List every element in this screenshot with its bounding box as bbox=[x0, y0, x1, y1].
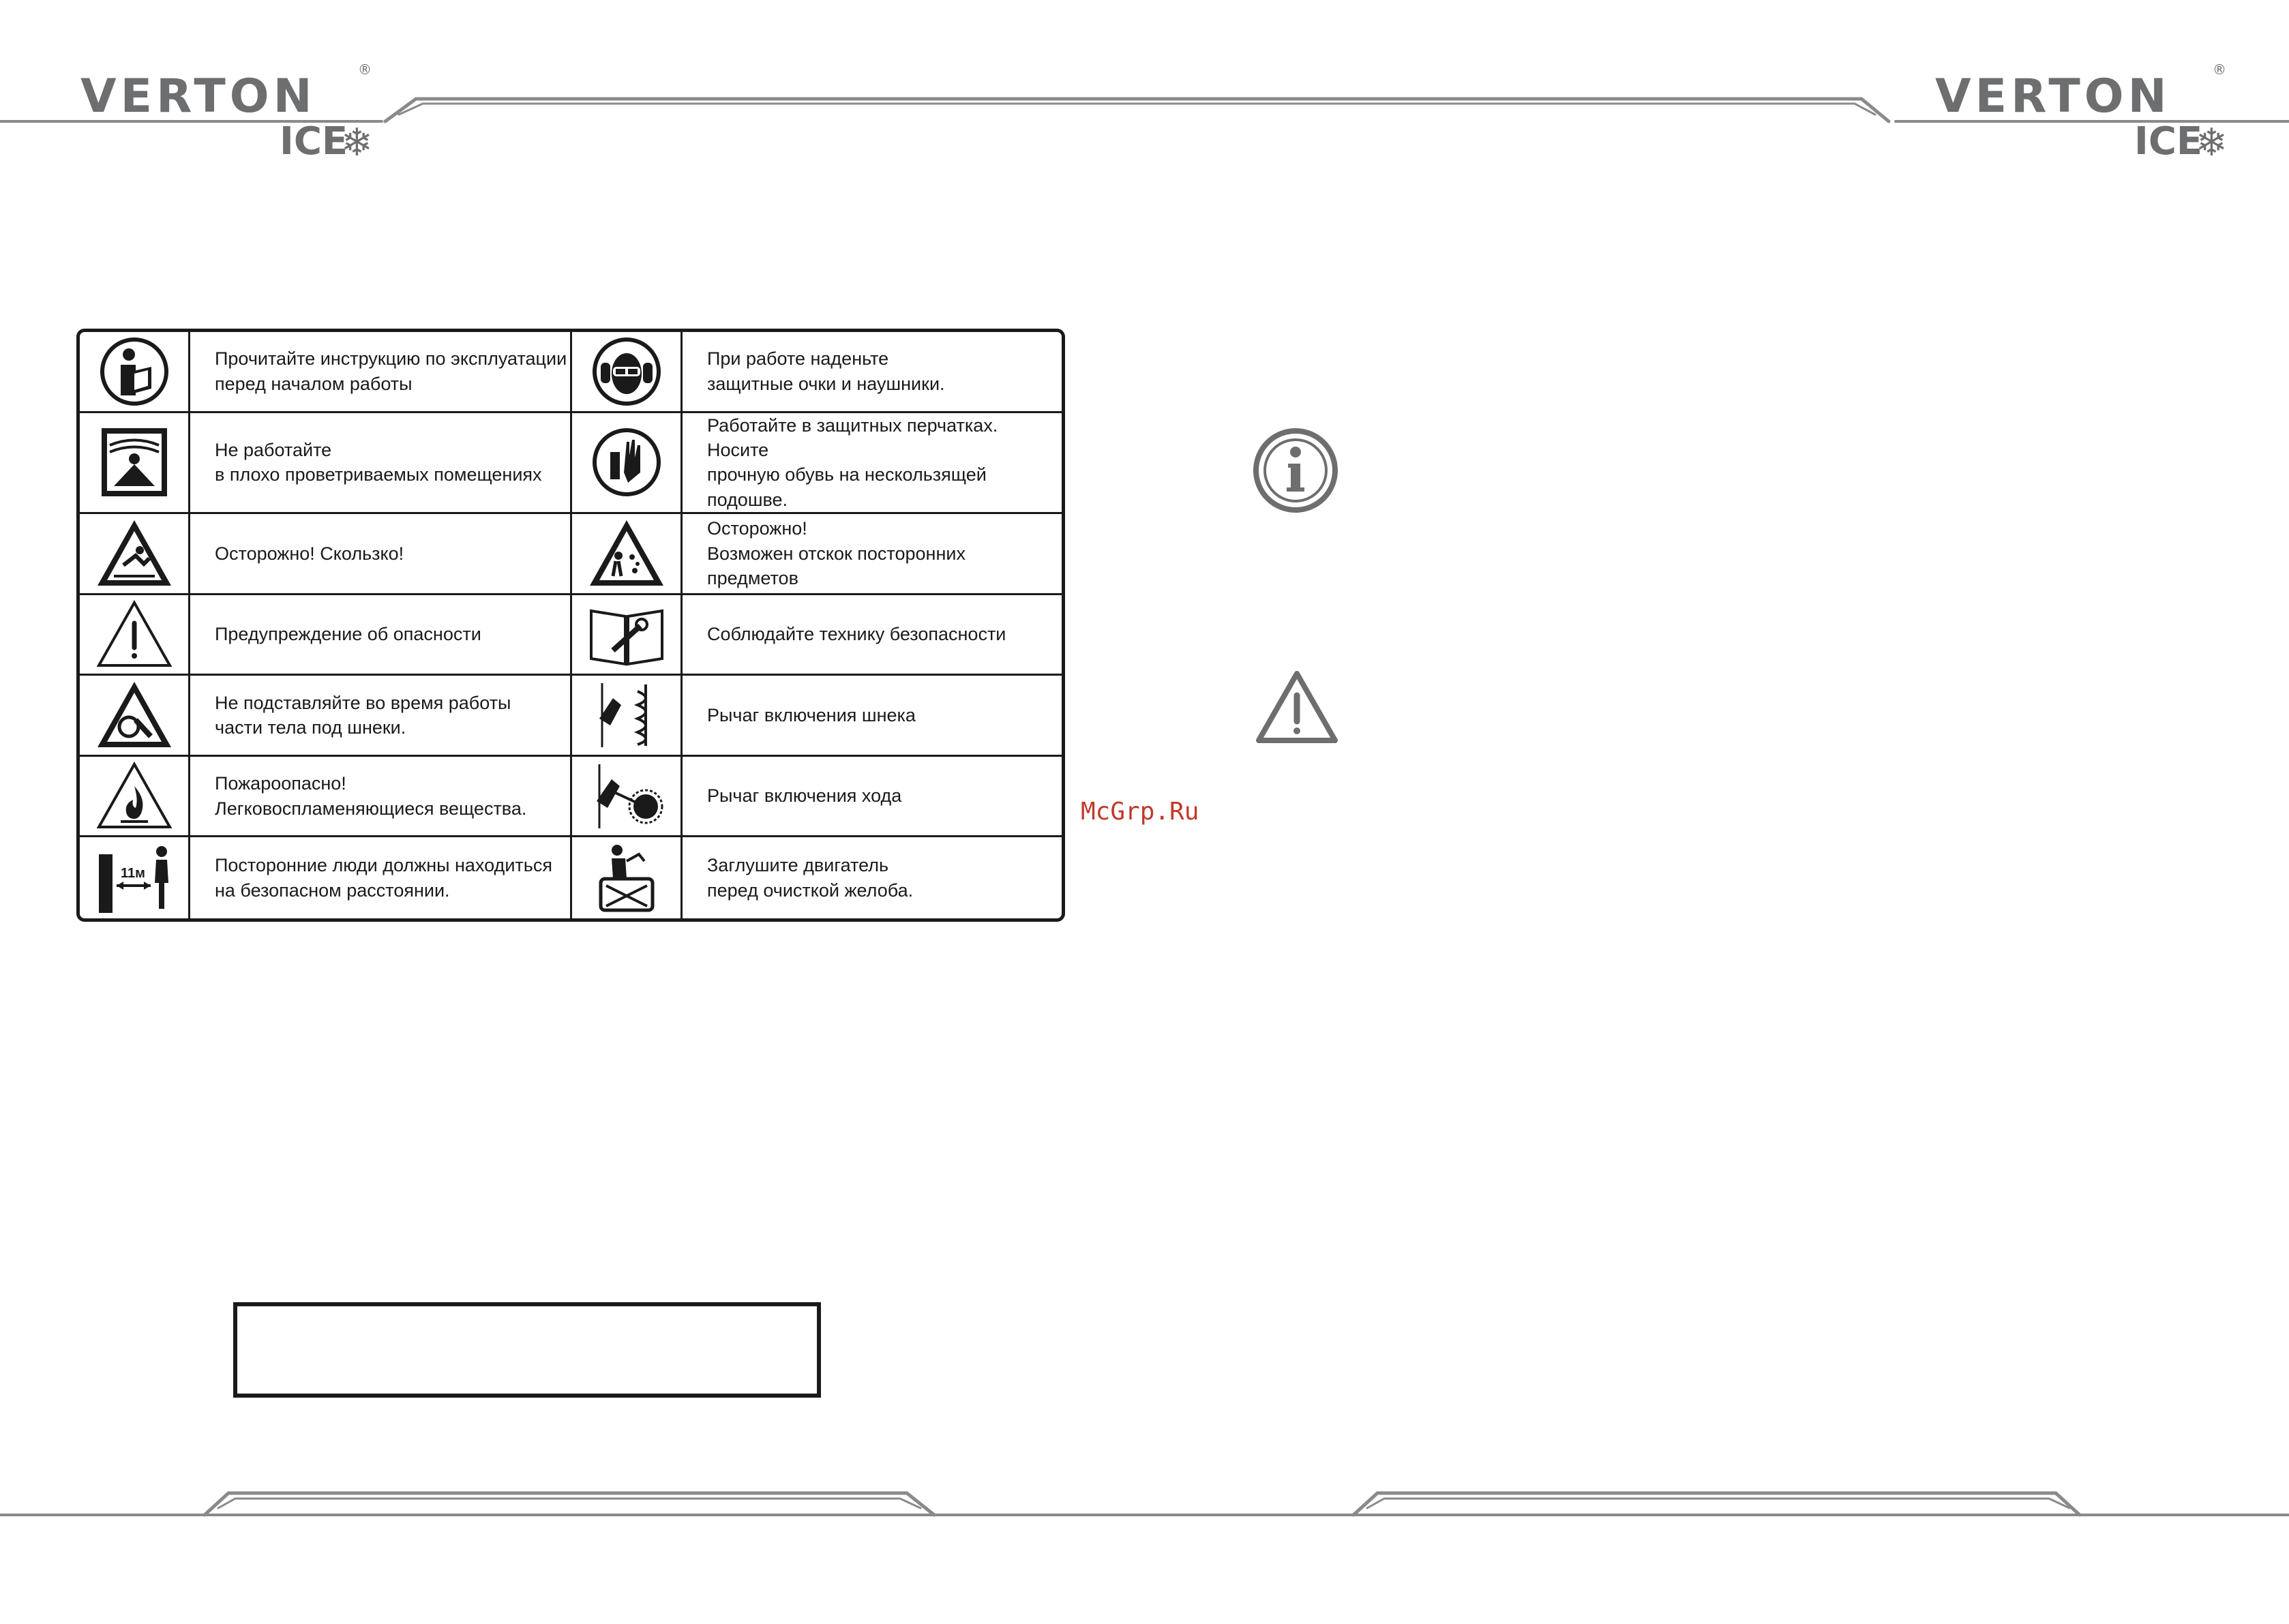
symbol-description: Посторонние люди должны находиться на безопасном расстоянии. bbox=[190, 837, 572, 918]
danger-warning-icon bbox=[80, 595, 190, 676]
symbol-description: Прочитайте инструкцию по эксплуатации перед началом работы bbox=[190, 332, 572, 413]
symbol-description: Не работайте в плохо проветриваемых помещениях bbox=[190, 413, 572, 515]
snowflake-icon: ❄ bbox=[341, 121, 373, 165]
gloves-boots-icon bbox=[572, 413, 683, 515]
poor-ventilation-icon bbox=[80, 413, 190, 515]
flammable-warning-icon bbox=[80, 757, 190, 838]
goggles-earmuffs-icon bbox=[572, 332, 683, 413]
registered-mark-right: ® bbox=[2213, 61, 2226, 78]
snowflake-icon: ❄ bbox=[2196, 121, 2228, 165]
symbol-description: Рычаг включения хода bbox=[683, 757, 1062, 838]
symbol-description: Пожароопасно! Легковоспламеняющиеся вещества. bbox=[190, 757, 572, 838]
symbol-description: При работе наденьте защитные очки и наушники. bbox=[683, 332, 1062, 413]
symbol-description: Осторожно! Возможен отскок посторонних предметов bbox=[683, 514, 1062, 595]
distance-label: 11м bbox=[120, 865, 145, 881]
safe-distance-icon bbox=[80, 837, 190, 918]
symbol-description: Осторожно! Скользко! bbox=[190, 514, 572, 595]
info-icon bbox=[1251, 426, 1340, 515]
auger-lever-icon bbox=[572, 676, 683, 757]
symbol-description: Не подставляйте во время работы части тела под шнеки. bbox=[190, 676, 572, 757]
warning-icon bbox=[1255, 668, 1340, 747]
subbrand-right: ICE bbox=[2134, 119, 2203, 164]
safety-book-icon bbox=[572, 595, 683, 676]
symbol-description: Соблюдайте технику безопасности bbox=[683, 595, 1062, 676]
watermark-text: McGrp.Ru bbox=[1081, 798, 1199, 826]
drive-lever-icon bbox=[572, 757, 683, 838]
flying-objects-warning-icon bbox=[572, 514, 683, 595]
slippery-warning-icon bbox=[80, 514, 190, 595]
symbol-description: Заглушите двигатель перед очисткой желоба. bbox=[707, 855, 914, 901]
auger-hazard-icon bbox=[80, 676, 190, 757]
empty-frame bbox=[233, 1302, 821, 1398]
registered-mark-left: ® bbox=[358, 61, 372, 78]
brand-logo-right: VERTON bbox=[1935, 70, 2171, 123]
read-manual-icon bbox=[80, 332, 190, 413]
stop-engine-chute-icon bbox=[572, 837, 683, 918]
symbol-description: Предупреждение об опасности bbox=[190, 595, 572, 676]
brand-logo-left: VERTON bbox=[80, 70, 316, 123]
symbol-description: Работайте в защитных перчатках. Носите прочную обувь на нескользящей подошве. bbox=[683, 413, 1062, 515]
subbrand-left: ICE bbox=[280, 119, 348, 164]
safety-symbols-table bbox=[76, 329, 1065, 922]
symbol-description: Рычаг включения шнека bbox=[683, 676, 1062, 757]
